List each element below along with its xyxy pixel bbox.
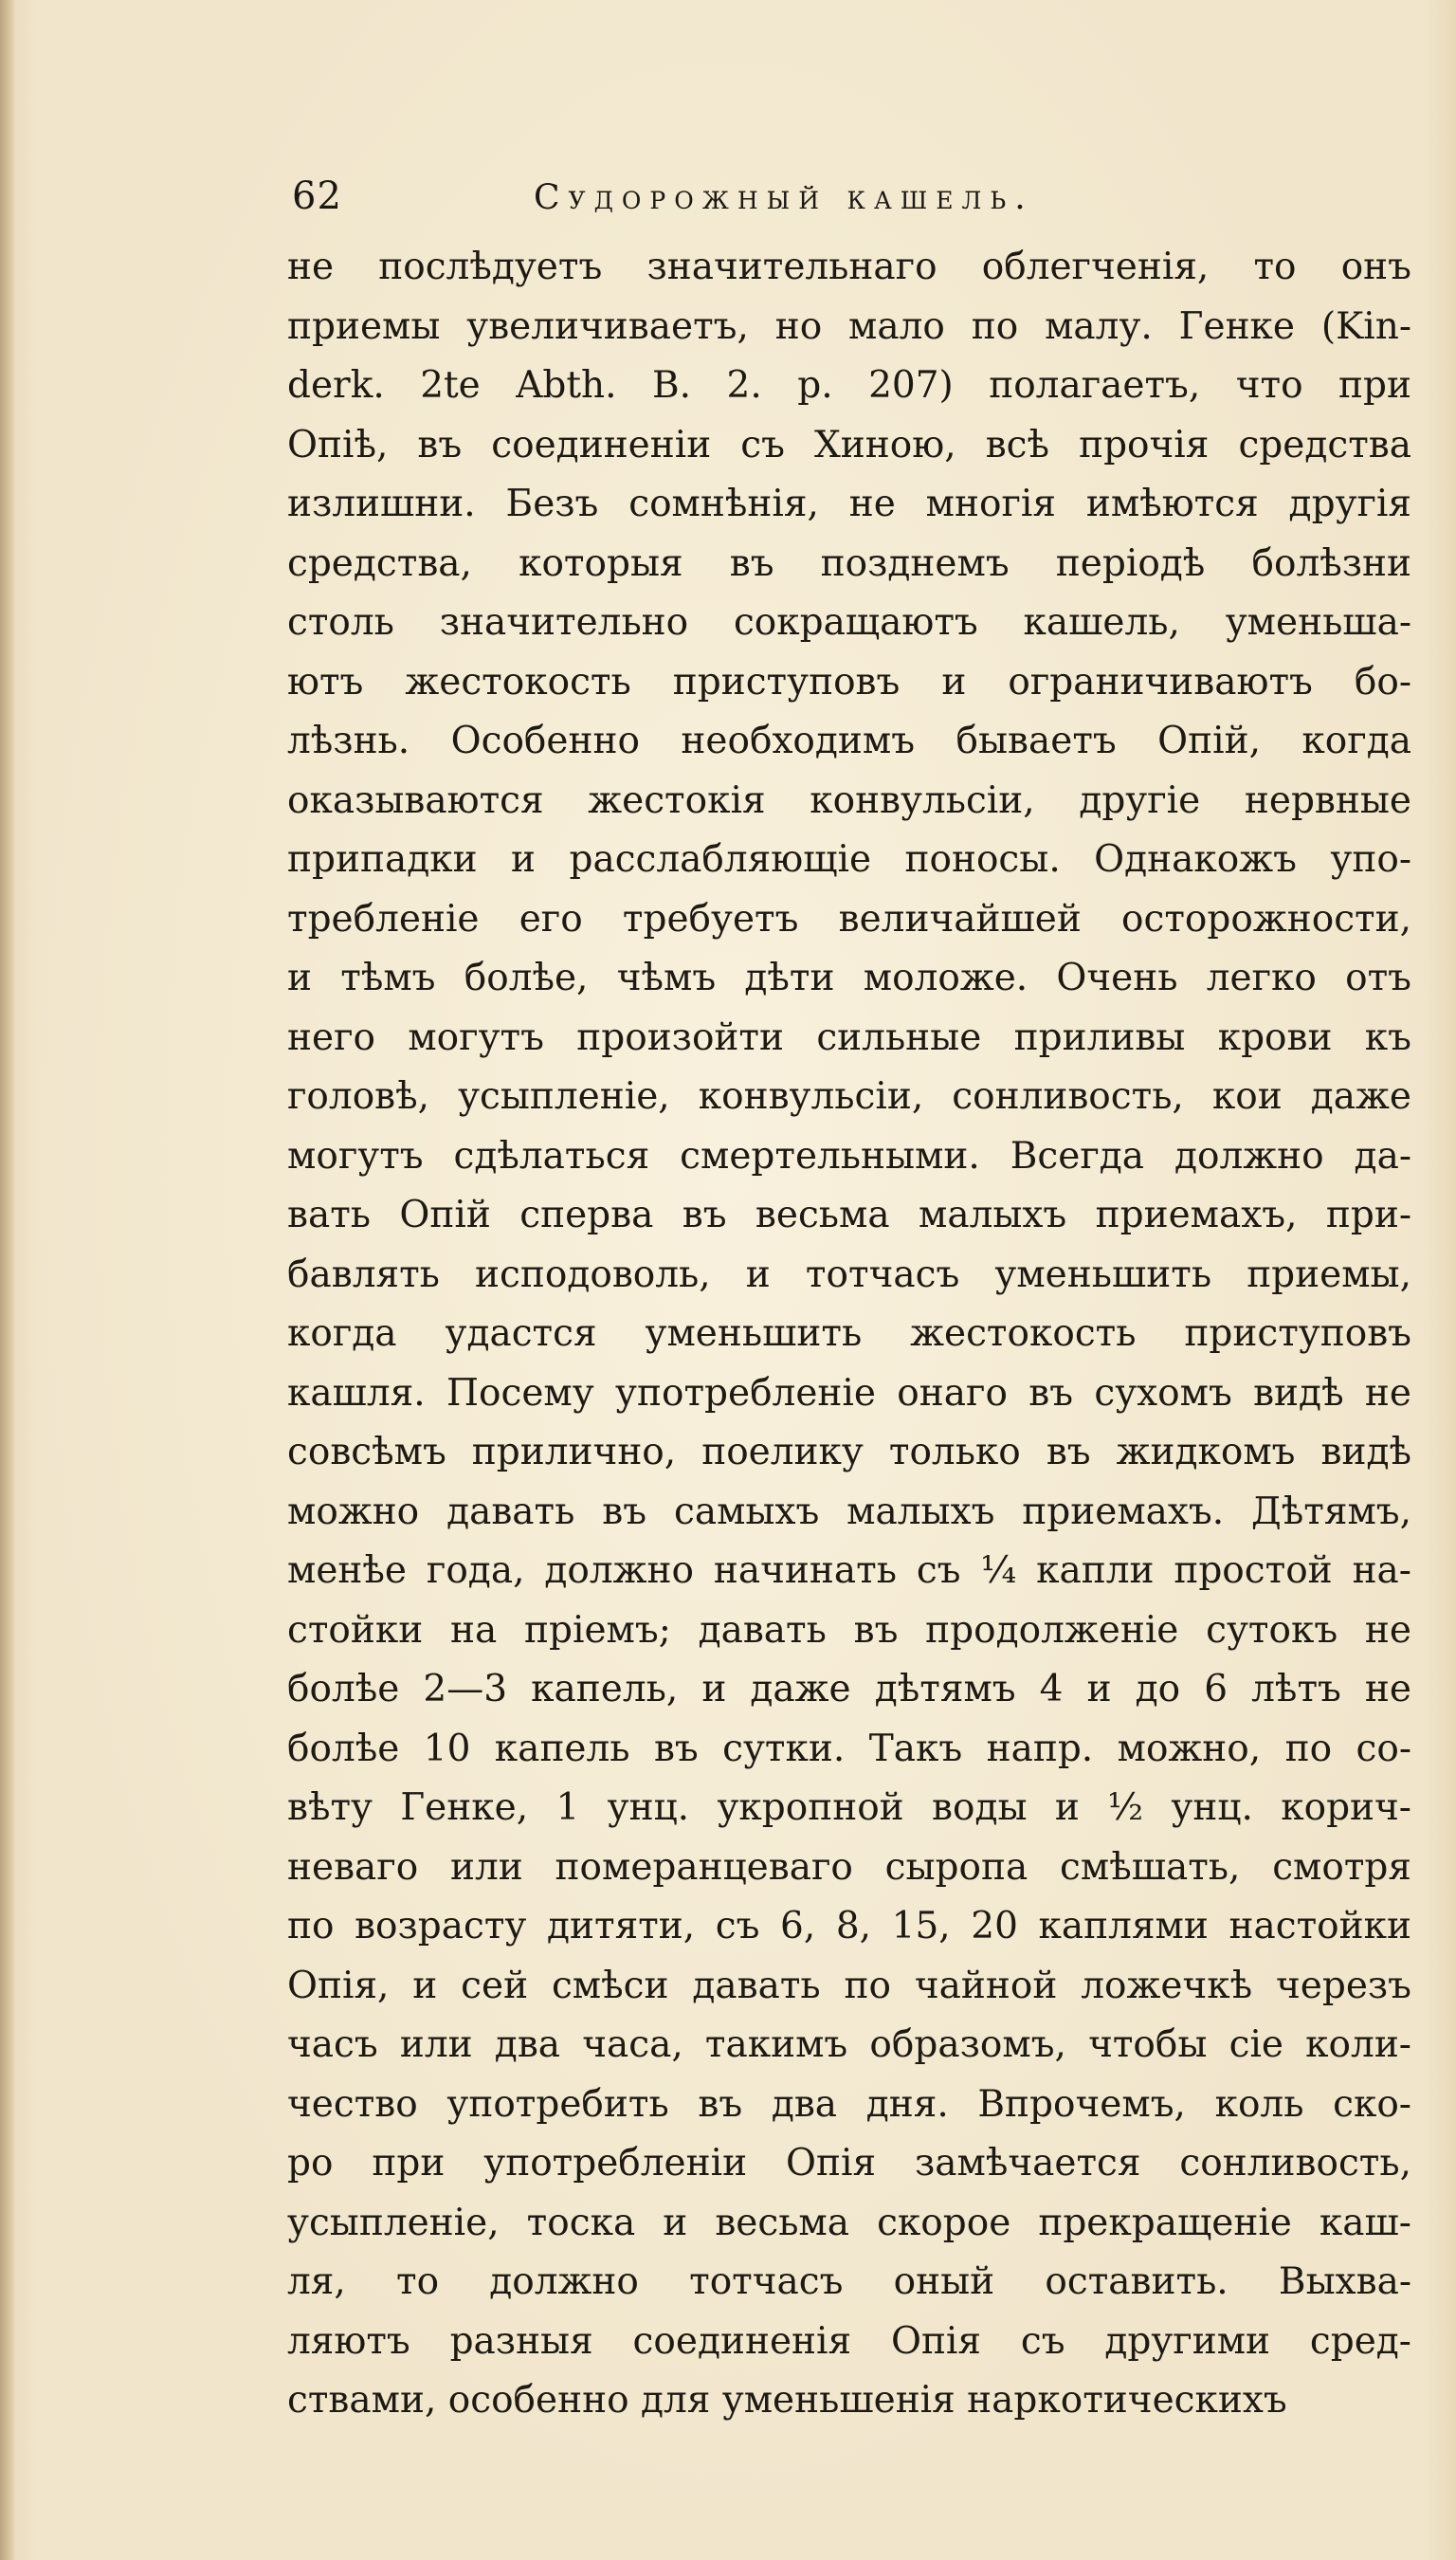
text-line: вѣту Генке, 1 унц. укропной воды и ½ унц. корич- [287, 1786, 1411, 1829]
text-line: ля, то должно тотчасъ оный оставить. Выхва- [287, 2260, 1411, 2303]
body-text [287, 238, 1411, 2431]
text-line: лѣзнь. Особенно необходимъ бываетъ Опій, когда [287, 720, 1411, 762]
text-line: ляютъ разныя соединенія Опія съ другими сред- [287, 2319, 1411, 2363]
text-line: можно давать въ самыхъ малыхъ приемахъ. Дѣтямъ, [287, 1490, 1411, 1533]
text-line: кашля. Посему употребленіе онаго въ сухомъ видѣ не [287, 1371, 1411, 1415]
text-line: Опія, и сей смѣси давать по чайной ложечкѣ черезъ [287, 1964, 1411, 2007]
text-line: и тѣмъ болѣе, чѣмъ дѣти моложе. Очень легко отъ [287, 957, 1411, 999]
text-line: менѣе года, должно начинать съ ¼ капли простой на- [287, 1549, 1411, 1592]
text-line: ютъ жестокость приступовъ и ограничиваютъ бо- [287, 660, 1411, 704]
text-line: Опiѣ, въ соединенiи съ Хиною, всѣ прочія средства [287, 423, 1411, 466]
text-line: бавлять исподоволь, и тотчасъ уменьшить приемы, [287, 1253, 1411, 1296]
text-line: болѣе 10 капель въ сутки. Такъ напр. можно, по со- [287, 1727, 1411, 1770]
text-line: совсѣмъ прилично, поелику только въ жидкомъ видѣ [287, 1431, 1411, 1473]
text-line: не послѣдуетъ значительнаго облегченія, то онъ [287, 246, 1411, 288]
text-line: derk. 2te Abth. B. 2. p. 207) полагаетъ, что при [287, 364, 1411, 407]
text-line: стойки на пріемъ; давать въ продолженіе сутокъ не [287, 1608, 1411, 1652]
text-line: столь значительно сокращаютъ кашель, уменьша- [287, 601, 1411, 644]
page-binding-edge [0, 0, 15, 2560]
text-line: когда удастся уменьшить жестокость приступовъ [287, 1312, 1411, 1355]
text-line: требленіе его требуетъ величайшей осторожности, [287, 897, 1411, 941]
text-line: могутъ сдѣлаться смертельными. Всегда должно да- [287, 1134, 1411, 1178]
text-line: приемы увеличиваетъ, но мало по малу. Генке (Kin- [287, 304, 1411, 348]
page-number: 62 [292, 174, 342, 218]
text-line: чество употребить въ два дня. Впрочемъ, коль ско- [287, 2082, 1411, 2126]
text-line: излишни. Безъ сомнѣнія, не многія имѣются другія [287, 483, 1411, 525]
text-line: него могутъ произойти сильные приливы крови къ [287, 1015, 1411, 1059]
text-line: припадки и расслабляющіе поносы. Однакожъ упо- [287, 838, 1411, 881]
text-line: усыпленіе, тоска и весьма скорое прекращеніе каш- [287, 2201, 1411, 2244]
text-line: вать Опій сперва въ весьма малыхъ приемахъ, при- [287, 1194, 1411, 1236]
text-line: оказываются жестокія конвульсiи, другіе нервные [287, 778, 1411, 822]
page-header [292, 169, 1240, 235]
text-line: часъ или два часа, такимъ образомъ, чтобы сіе коли- [287, 2023, 1411, 2066]
text-line: ро при употребленiи Опія замѣчается сонливость, [287, 2142, 1411, 2185]
text-line: средства, которыя въ позднемъ періодѣ болѣзни [287, 541, 1411, 585]
text-line: неваго или померанцеваго сыропа смѣшать, смотря [287, 1845, 1411, 1889]
running-title: Судорожный кашель. [534, 178, 1034, 217]
text-line: головѣ, усыпленіе, конвульсiи, сонливость, кои даже [287, 1075, 1411, 1118]
text-line: болѣе 2—3 капель, и даже дѣтямъ 4 и до 6 лѣтъ не [287, 1668, 1411, 1710]
text-line: ствами, особенно для уменьшенія наркотическихъ [287, 2379, 1287, 2422]
text-line: по возрасту дитяти, съ 6, 8, 15, 20 каплями настойки [287, 1905, 1411, 1947]
